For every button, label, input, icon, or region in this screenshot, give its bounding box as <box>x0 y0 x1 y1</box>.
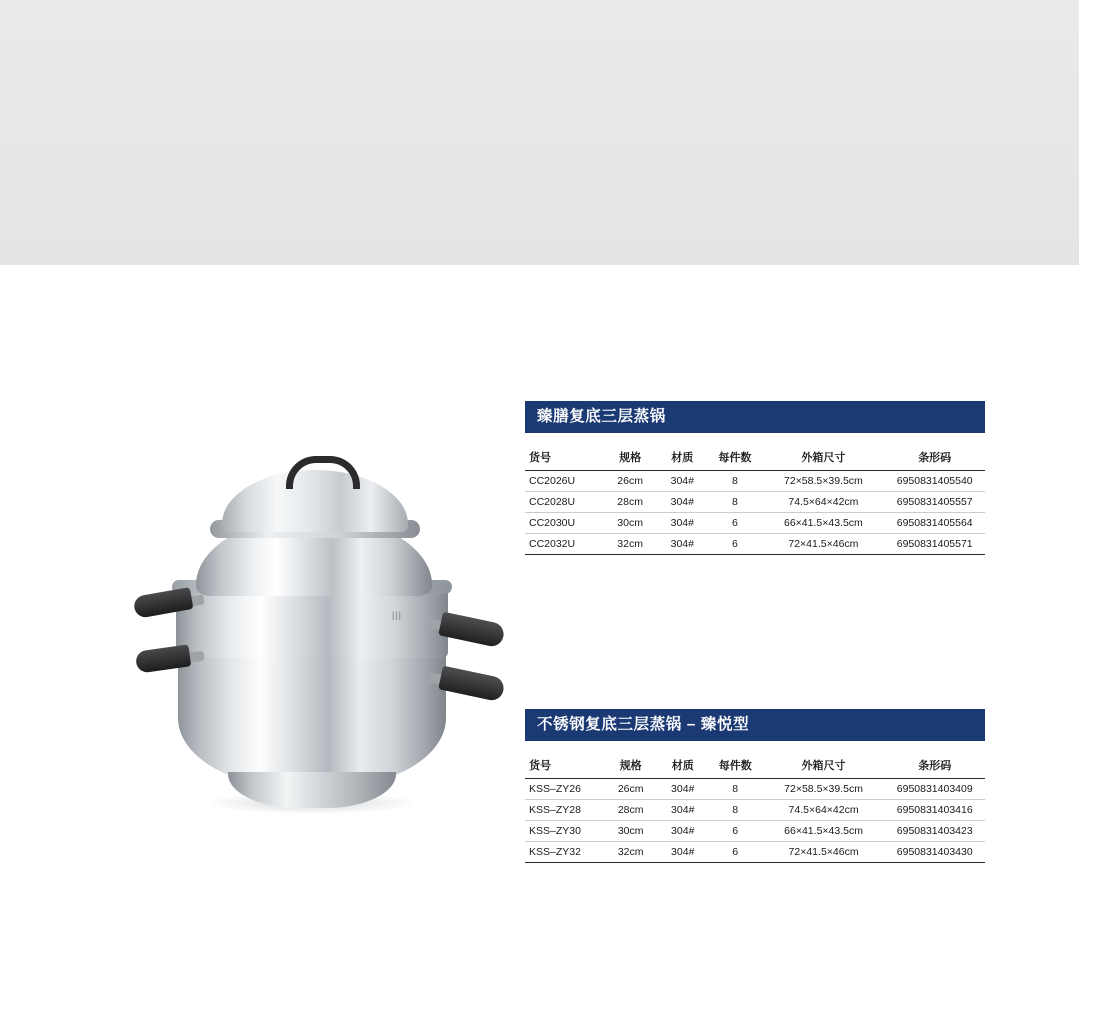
cell-material: 304# <box>657 534 707 555</box>
top-grey-band <box>0 0 1079 265</box>
cell-qty: 6 <box>708 821 763 842</box>
handle-right-upper <box>438 612 506 649</box>
col-header-barcode: 条形码 <box>884 447 985 471</box>
cell-qty: 6 <box>707 534 762 555</box>
cell-size: 32cm <box>603 534 657 555</box>
cell-qty: 8 <box>707 492 762 513</box>
spec-table-2 <box>525 755 985 863</box>
col-header-size: 规格 <box>604 755 658 779</box>
cell-code: KSS–ZY32 <box>525 842 604 863</box>
cell-material: 304# <box>658 821 708 842</box>
cell-carton-size: 72×58.5×39.5cm <box>763 779 885 800</box>
lid-handle-knob <box>286 456 360 489</box>
col-header-carton-size: 外箱尺寸 <box>762 447 884 471</box>
table-row <box>525 800 985 821</box>
cell-code: CC2030U <box>525 513 603 534</box>
col-header-barcode: 条形码 <box>884 755 985 779</box>
cell-barcode: 6950831405557 <box>884 492 985 513</box>
product-image <box>110 420 530 870</box>
col-header-code: 货号 <box>525 447 603 471</box>
table-row <box>525 842 985 863</box>
cell-qty: 8 <box>708 800 763 821</box>
cell-code: CC2032U <box>525 534 603 555</box>
cell-barcode: 6950831403430 <box>884 842 985 863</box>
cell-material: 304# <box>658 842 708 863</box>
col-header-qty: 每件数 <box>708 755 763 779</box>
product-section-1 <box>525 401 985 555</box>
cell-barcode: 6950831405571 <box>884 534 985 555</box>
cell-carton-size: 72×58.5×39.5cm <box>762 471 884 492</box>
handle-right-lower <box>438 666 506 703</box>
cell-material: 304# <box>657 492 707 513</box>
cell-carton-size: 66×41.5×43.5cm <box>762 513 884 534</box>
col-header-carton-size: 外箱尺寸 <box>763 755 885 779</box>
cell-qty: 6 <box>707 513 762 534</box>
cell-size: 28cm <box>604 800 658 821</box>
steam-vent-icon: ||| <box>392 610 403 620</box>
cell-size: 26cm <box>604 779 658 800</box>
cell-barcode: 6950831405564 <box>884 513 985 534</box>
cell-carton-size: 72×41.5×46cm <box>763 842 885 863</box>
cell-carton-size: 74.5×64×42cm <box>763 800 885 821</box>
cell-carton-size: 74.5×64×42cm <box>762 492 884 513</box>
cell-qty: 8 <box>707 471 762 492</box>
cell-code: KSS–ZY26 <box>525 779 604 800</box>
table-header-row <box>525 447 985 471</box>
cell-material: 304# <box>657 513 707 534</box>
top-band-gradient <box>0 0 1079 265</box>
cell-qty: 8 <box>708 779 763 800</box>
pot-middle-tier <box>176 588 448 658</box>
cell-barcode: 6950831405540 <box>884 471 985 492</box>
steamer-illustration <box>110 420 530 870</box>
pot-bottom-tier <box>178 648 446 788</box>
cell-material: 304# <box>658 779 708 800</box>
product-section-2 <box>525 709 985 863</box>
cell-carton-size: 66×41.5×43.5cm <box>763 821 885 842</box>
col-header-material: 材质 <box>658 755 708 779</box>
cell-carton-size: 72×41.5×46cm <box>762 534 884 555</box>
cell-size: 30cm <box>603 513 657 534</box>
cell-material: 304# <box>657 471 707 492</box>
cell-size: 26cm <box>603 471 657 492</box>
spec-table-1 <box>525 447 985 555</box>
cell-size: 30cm <box>604 821 658 842</box>
cell-size: 32cm <box>604 842 658 863</box>
table-row <box>525 471 985 492</box>
cell-code: CC2028U <box>525 492 603 513</box>
cell-code: KSS–ZY28 <box>525 800 604 821</box>
col-header-material: 材质 <box>657 447 707 471</box>
table-row <box>525 821 985 842</box>
cell-code: CC2026U <box>525 471 603 492</box>
cell-code: KSS–ZY30 <box>525 821 604 842</box>
cell-barcode: 6950831403416 <box>884 800 985 821</box>
cell-size: 28cm <box>603 492 657 513</box>
section-title-1: 臻膳复底三层蒸锅 <box>525 401 985 433</box>
col-header-qty: 每件数 <box>707 447 762 471</box>
table-row <box>525 534 985 555</box>
table-row <box>525 779 985 800</box>
cell-material: 304# <box>658 800 708 821</box>
cell-barcode: 6950831403423 <box>884 821 985 842</box>
table-row <box>525 492 985 513</box>
col-header-code: 货号 <box>525 755 604 779</box>
section-title-2: 不锈钢复底三层蒸锅 – 臻悦型 <box>525 709 985 741</box>
cell-barcode: 6950831403409 <box>884 779 985 800</box>
col-header-size: 规格 <box>603 447 657 471</box>
table-row <box>525 513 985 534</box>
cell-qty: 6 <box>708 842 763 863</box>
table-header-row <box>525 755 985 779</box>
